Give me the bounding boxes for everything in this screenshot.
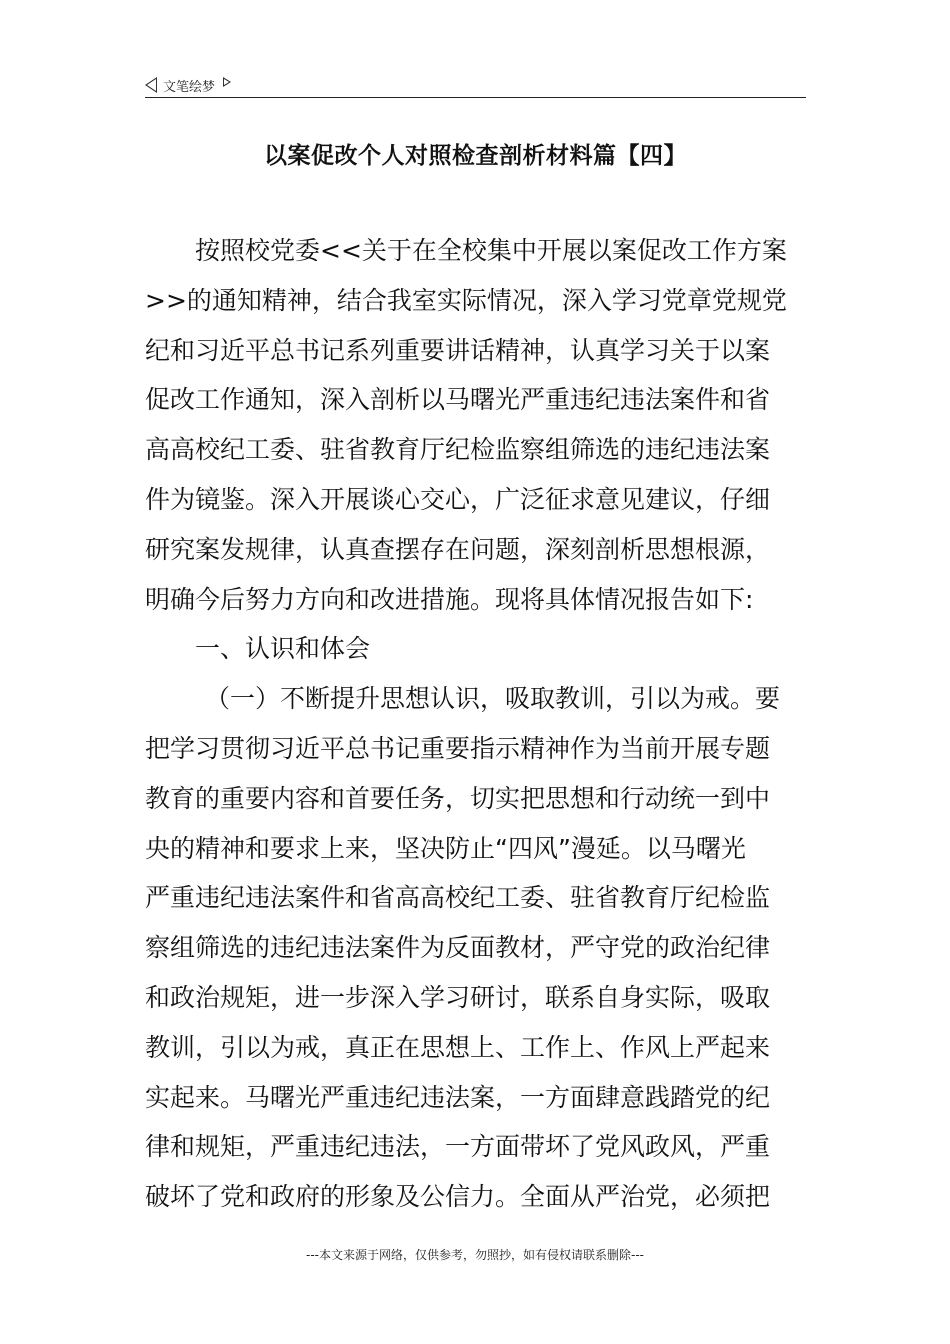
body-line: 按照校党委<<关于在全校集中开展以案促改工作方案 bbox=[195, 236, 787, 265]
body-line: 破坏了党和政府的形象及公信力。全面从严治党，必须把 bbox=[145, 1182, 771, 1212]
body-line: （一）不断提升思想认识，吸取教训，引以为戒。要 bbox=[205, 684, 781, 714]
body-line: 把学习贯彻习近平总书记重要指示精神作为当前开展专题 bbox=[145, 733, 771, 763]
body-line: 实起来。马曙光严重违纪违法案，一方面肆意践踏党的纪 bbox=[145, 1082, 771, 1112]
body-line: 件为镜鉴。深入开展谈心交心，广泛征求意见建议，仔细 bbox=[145, 484, 771, 514]
body-line: 教育的重要内容和首要任务，切实把思想和行动统一到中 bbox=[145, 783, 771, 813]
section-heading: 一、认识和体会 bbox=[195, 634, 371, 664]
body-line: 高高校纪工委、驻省教育厅纪检监察组筛选的违纪违法案 bbox=[145, 435, 771, 465]
body-line: 纪和习近平总书记系列重要讲话精神，认真学习关于以案 bbox=[145, 335, 771, 365]
header-brand: 文笔绘梦 bbox=[163, 79, 216, 95]
footer-disclaimer: ---本文来源于网络，仅供参考，勿照抄，如有侵权请联系删除--- bbox=[306, 1248, 644, 1262]
body-line: 律和规矩，严重违纪违法，一方面带坏了党风政风，严重 bbox=[145, 1132, 771, 1162]
body-line: 和政治规矩，进一步深入学习研讨，联系自身实际，吸取 bbox=[145, 982, 771, 1012]
body-line: 明确今后努力方向和改进措施。现将具体情况报告如下: bbox=[145, 584, 754, 614]
body-line: >>的通知精神，结合我室实际情况，深入学习党章党规党 bbox=[145, 285, 787, 315]
body-line: 促改工作通知，深入剖析以马曙光严重违纪违法案件和省 bbox=[145, 385, 771, 415]
body-line: 研究案发规律，认真查摆存在问题，深刻剖析思想根源， bbox=[145, 534, 771, 564]
page-header bbox=[145, 74, 805, 96]
body-line: 教训，引以为戒，真正在思想上、工作上、作风上严起来 bbox=[145, 1032, 771, 1062]
body-line: 察组筛选的违纪违法案件为反面教材，严守党的政治纪律 bbox=[145, 933, 771, 963]
document-body bbox=[145, 226, 806, 1222]
body-line: 央的精神和要求上来，坚决防止“四风”漫延。以马曙光 bbox=[145, 833, 746, 863]
header-divider bbox=[145, 97, 806, 98]
left-triangle-icon bbox=[145, 77, 157, 93]
right-triangle-icon bbox=[223, 77, 231, 87]
document-title: 以案促改个人对照检查剖析材料篇【四】 bbox=[264, 143, 687, 169]
body-line: 严重违纪违法案件和省高高校纪工委、驻省教育厅纪检监 bbox=[145, 883, 771, 913]
